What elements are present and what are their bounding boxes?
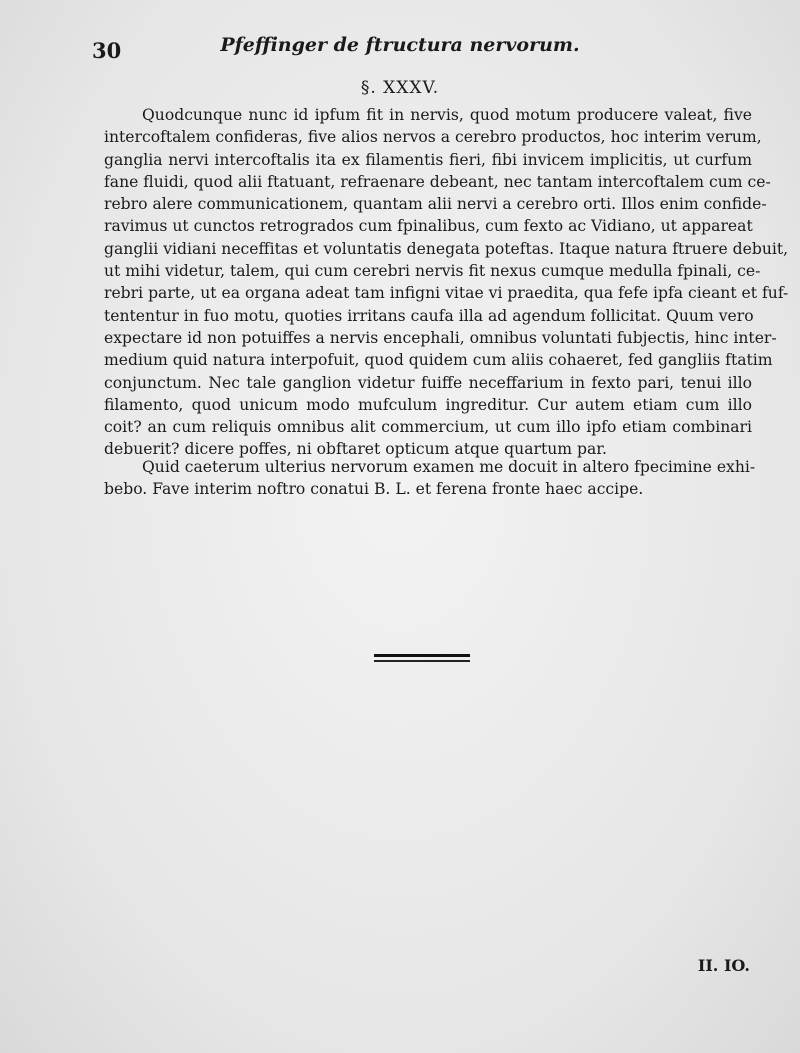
text-line: rebri parte, ut ea organa adeat tam infigni vitae vi praedita, qua fefe ipfa cieant et fuf- xyxy=(104,284,789,303)
paragraph-1 xyxy=(104,104,789,461)
text-line: conjunctum. Nec tale ganglion videtur fuiffe neceffarium in fexto pari, tenui illo xyxy=(104,373,752,392)
section-heading: §. XXXV. xyxy=(360,78,440,98)
text-line: ravimus ut cunctos retrogrados cum fpinalibus, cum fexto ac Vidiano, ut appareat xyxy=(104,217,753,236)
text-line: ganglia nervi intercoftalis ita ex filamentis fieri, fibi invicem implicitis, ut curfum xyxy=(104,150,752,169)
text-line: expectare id non potuiffes a nervis encephali, omnibus voluntati fubjectis, hinc inter- xyxy=(104,328,777,347)
signature-mark: II. IO. xyxy=(697,956,750,975)
text-line: ganglii vidiani neceffitas et voluntatis denegata poteftas. Itaque natura ftruere debuit, xyxy=(104,239,789,258)
text-line: filamento, quod unicum modo mufculum ingreditur. Cur autem etiam cum illo xyxy=(104,395,752,414)
text-line: debuerit? dicere poffes, ni obftaret opticum atque quartum par. xyxy=(104,440,607,459)
text-line: intercoftalem confideras, five alios nervos a cerebro productos, hoc interim verum, xyxy=(104,128,762,147)
text-line: fane fluidi, quod alii ftatuant, refraenare debeant, nec tantam intercoftalem cum ce- xyxy=(104,172,771,191)
running-head: Pfeffinger de ftructura nervorum. xyxy=(220,34,580,56)
text-line: medium quid natura interpofuit, quod quidem cum aliis cohaeret, fed gangliis ftatim xyxy=(104,351,773,370)
paragraph-2 xyxy=(104,456,756,501)
text-line: ut mihi videtur, talem, qui cum cerebri nervis fit nexus cumque medulla fpinali, ce- xyxy=(104,262,761,281)
text-line: rebro alere communicationem, quantam alii nervi a cerebro orti. Illos enim confide- xyxy=(104,195,767,214)
text-line: Quid caeterum ulterius nervorum examen me docuit in altero fpecimine exhi- xyxy=(142,458,756,476)
ornamental-rule xyxy=(374,654,470,662)
text-line: tententur in fuo motu, quoties irritans caufa illa ad agendum follicitat. Quum vero xyxy=(104,306,754,325)
text-line: bebo. Fave interim noftro conatui B. L. et ferena fronte haec accipe. xyxy=(104,480,644,499)
text-line: Quodcunque nunc id ipfum fit in nervis, quod motum producere valeat, five xyxy=(142,106,752,124)
text-line: coit? an cum reliquis omnibus alit commercium, ut cum illo ipfo etiam combinari xyxy=(104,418,752,437)
page-number: 30 xyxy=(92,38,122,63)
